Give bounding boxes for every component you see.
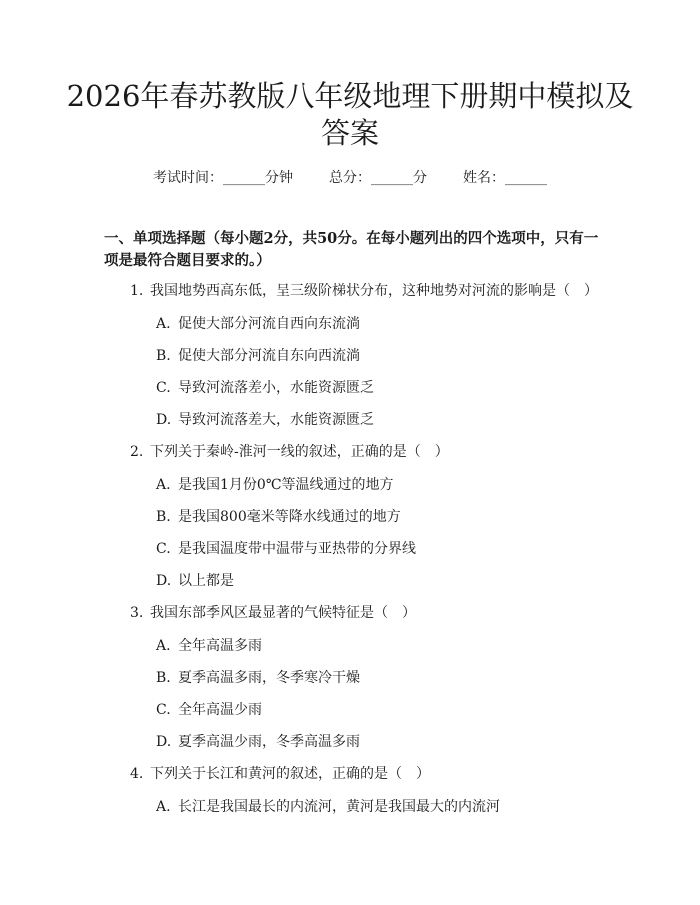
question-stem: 我国地势西高东低，呈三级阶梯状分布，这种地势对河流的影响是（ ） (150, 283, 598, 299)
option-1c (156, 378, 606, 398)
option-letter: A. (156, 316, 171, 332)
option-letter: D. (156, 734, 172, 750)
option-text: 夏季高温多雨，冬季寒冷干燥 (178, 670, 360, 686)
option-letter: B. (156, 348, 171, 364)
option-3c (156, 700, 606, 720)
option-text: 促使大部分河流自东向西流淌 (178, 348, 360, 364)
question-3 (130, 603, 610, 623)
option-text: 以上都是 (178, 573, 234, 589)
option-text: 导致河流落差小，水能资源匮乏 (178, 380, 374, 396)
option-letter: D. (156, 412, 172, 428)
option-1a (156, 314, 606, 334)
student-name-field: 姓名：______ (463, 170, 547, 186)
question-number: 2. (130, 444, 144, 460)
option-3a (156, 636, 606, 656)
option-text: 促使大部分河流自西向东流淌 (178, 316, 360, 332)
total-score-field: 总分：______分 (329, 170, 427, 186)
question-number: 4. (130, 766, 144, 782)
section-heading: 一、单项选择题（每小题2分，共50分。在每小题列出的四个选项中，只有一项是最符合题目要求的。） (104, 230, 599, 269)
option-text: 长江是我国最长的内流河，黄河是我国最大的内流河 (178, 799, 500, 815)
option-text: 全年高温多雨 (178, 638, 262, 654)
question-1 (130, 281, 610, 301)
option-2b (156, 507, 606, 527)
option-letter: C. (156, 380, 171, 396)
exam-info-line (0, 168, 700, 188)
option-text: 导致河流落差大，水能资源匮乏 (178, 412, 374, 428)
option-text: 全年高温少雨 (178, 702, 262, 718)
option-text: 是我国800毫米等降水线通过的地方 (178, 509, 401, 525)
question-4 (130, 764, 610, 784)
option-letter: A. (156, 799, 171, 815)
option-letter: B. (156, 670, 171, 686)
option-3d (156, 732, 606, 752)
question-stem: 下列关于长江和黄河的叙述，正确的是（ ） (150, 766, 430, 782)
option-text: 是我国温度带中温带与亚热带的分界线 (178, 541, 416, 557)
option-2a (156, 475, 606, 495)
option-text: 夏季高温少雨，冬季高温多雨 (178, 734, 360, 750)
option-letter: C. (156, 541, 171, 557)
option-3b (156, 668, 606, 688)
question-number: 3. (130, 605, 144, 621)
option-letter: D. (156, 573, 172, 589)
option-1b (156, 346, 606, 366)
question-number: 1. (130, 283, 144, 299)
option-letter: A. (156, 477, 171, 493)
option-letter: B. (156, 509, 171, 525)
option-2c (156, 539, 606, 559)
question-2 (130, 442, 610, 462)
document-title: 2026年春苏教版八年级地理下册期中模拟及答案 (66, 79, 634, 150)
option-4a (156, 797, 606, 817)
option-text: 是我国1月份0℃等温线通过的地方 (178, 477, 394, 493)
question-stem: 下列关于秦岭-淮河一线的叙述，正确的是（ ） (150, 444, 449, 460)
option-2d (156, 571, 606, 591)
question-stem: 我国东部季风区最显著的气候特征是（ ） (150, 605, 416, 621)
option-letter: A. (156, 638, 171, 654)
exam-time-field: 考试时间：______分钟 (153, 170, 293, 186)
option-1d (156, 410, 606, 430)
option-letter: C. (156, 702, 171, 718)
